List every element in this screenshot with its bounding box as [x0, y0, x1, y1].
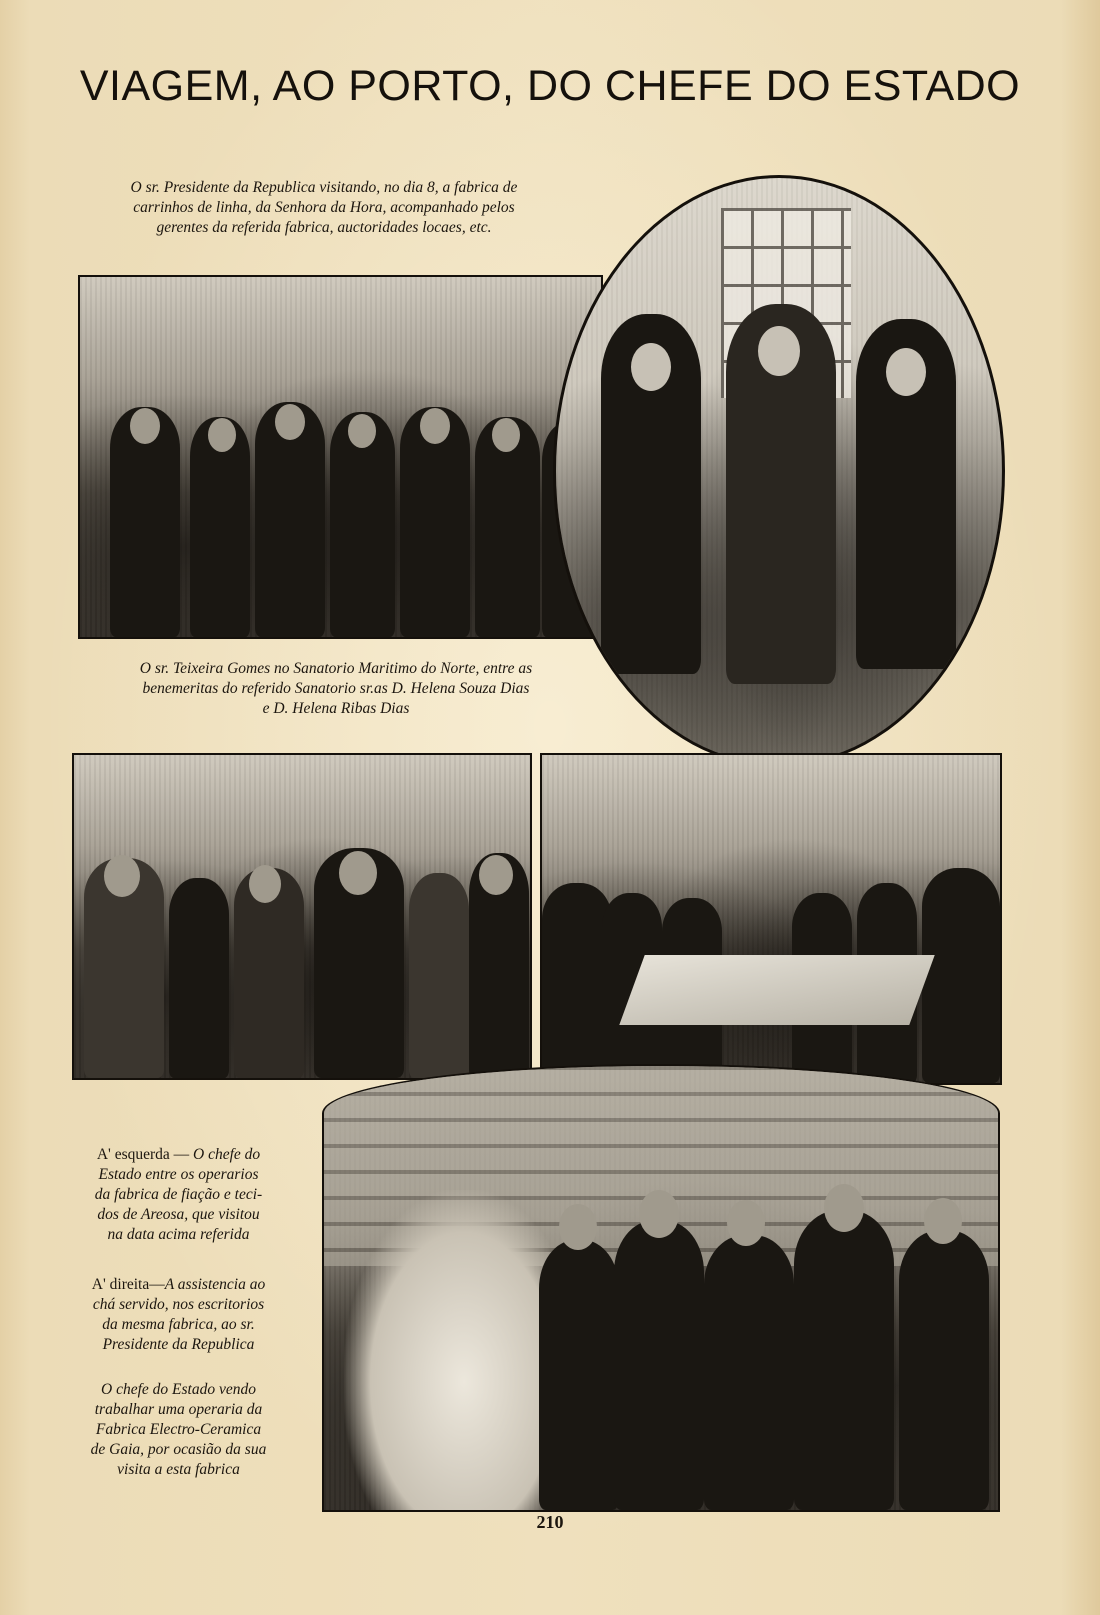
caption-line: carrinhos de linha, da Senhora da Hora, acompanhado pelos [133, 199, 515, 216]
photo-ceramic-factory [322, 1064, 1000, 1512]
caption-line: trabalhar uma operaria da [94, 1401, 263, 1418]
caption-line: de Gaia, por ocasião da sua [90, 1441, 267, 1458]
photo-workers-areosa [72, 753, 532, 1080]
caption-line: da fabrica de fiação e teci- [94, 1186, 263, 1203]
caption-line: O sr. Teixeira Gomes no Sanatorio Maritimo do Norte, entre as [139, 660, 533, 677]
caption-factory-visit [74, 178, 574, 238]
caption-line: gerentes da referida fabrica, auctoridades locaes, etc. [156, 219, 492, 236]
caption-line: chá servido, nos escritorios [92, 1296, 265, 1313]
photo-factory-group [78, 275, 603, 639]
caption-line: Estado entre os operarios [98, 1166, 259, 1183]
caption-line: da mesma fabrica, ao sr. [102, 1316, 255, 1333]
caption-line: dos de Areosa, que visitou [97, 1206, 260, 1223]
caption-line: visita a esta fabrica [117, 1461, 240, 1478]
photo-table-detail [619, 955, 934, 1025]
page-title: VIAGEM, AO PORTO, DO CHEFE DO ESTADO [79, 62, 1021, 110]
caption-left-areosa [66, 1145, 291, 1245]
caption-line: benemeritas do referido Sanatorio sr.as D. Helena Souza Dias [142, 680, 530, 697]
caption-line: Fabrica Electro-Ceramica [95, 1421, 262, 1438]
photo-figures [74, 845, 530, 1078]
caption-line: na data acima referida [107, 1226, 250, 1243]
caption-line: e D. Helena Ribas Dias [262, 700, 410, 717]
caption-line: A assistencia ao [164, 1276, 266, 1293]
photo-figures [80, 378, 601, 637]
caption-sanatorium [72, 659, 600, 719]
page-number: 210 [536, 1512, 564, 1532]
caption-line: O chefe do Estado vendo [101, 1381, 256, 1398]
caption-right-tea [66, 1275, 291, 1355]
photo-tea-reception [540, 753, 1002, 1085]
caption-ceramic-factory [66, 1380, 291, 1480]
caption-lead: A' esquerda — [96, 1146, 194, 1163]
photo-sanatorium-oval [553, 175, 1005, 767]
caption-line: Presidente da Republica [102, 1336, 255, 1353]
caption-lead: A' direita— [91, 1276, 165, 1293]
caption-line: O chefe do [193, 1146, 261, 1163]
caption-line: O sr. Presidente da Republica visitando, no dia 8, a fabrica de [130, 179, 518, 196]
